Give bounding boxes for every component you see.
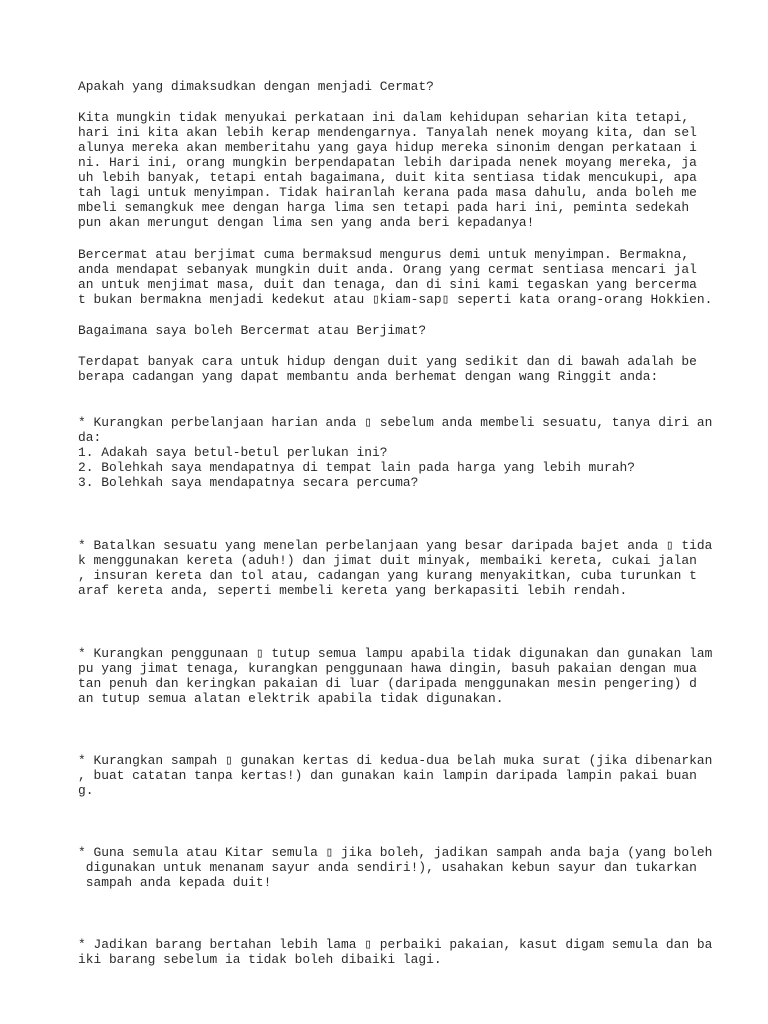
- tip-line: da:: [78, 430, 102, 445]
- tip-line: 2. Bolehkah saya mendapatnya di tempat lain pada harga yang lebih murah?: [78, 460, 635, 475]
- tip-line: * Kurangkan sampah ▯ gunakan kertas di kedua-dua belah muka surat (jika dibenarkan: [78, 753, 713, 768]
- tip-line: digunakan untuk menanam sayur anda sendiri!), usahakan kebun sayur dan tukarkan: [78, 860, 697, 875]
- tip-line: an tutup semua alatan elektrik apabila tidak digunakan.: [78, 691, 504, 706]
- section-heading: Bagaimana saya boleh Bercermat atau Berjimat?: [78, 323, 427, 338]
- tip-line: g.: [78, 783, 94, 798]
- tip-line: * Batalkan sesuatu yang menelan perbelanjaan yang besar daripada bajet anda ▯ tida: [78, 538, 713, 553]
- paragraph-line: alunya mereka akan memberitahu yang gaya hidup mereka sinonim dengan perkataan i: [78, 140, 697, 155]
- tip-line: araf kereta anda, seperti membeli kereta yang berkapasiti lebih rendah.: [78, 583, 628, 598]
- tip-line: iki barang sebelum ia tidak boleh dibaiki lagi.: [78, 952, 442, 967]
- paragraph-line: an untuk menjimat masa, duit dan tenaga, dan di sini kami tegaskan yang bercerma: [78, 277, 697, 292]
- tip-line: , insuran kereta dan tol atau, cadangan yang kurang menyakitkan, cuba turunkan t: [78, 568, 697, 583]
- tip-line: * Jadikan barang bertahan lebih lama ▯ perbaiki pakaian, kasut digam semula dan ba: [78, 937, 713, 952]
- paragraph-line: Terdapat banyak cara untuk hidup dengan duit yang sedikit dan di bawah adalah be: [78, 354, 697, 369]
- tip-line: 3. Bolehkah saya mendapatnya secara percuma?: [78, 475, 419, 490]
- paragraph-line: berapa cadangan yang dapat membantu anda berhemat dengan wang Ringgit anda:: [78, 369, 659, 384]
- paragraph-line: uh lebih banyak, tetapi entah bagaimana, duit kita sentiasa tidak mencukupi, apa: [78, 170, 697, 185]
- paragraph-line: anda mendapat sebanyak mungkin duit anda. Orang yang cermat sentiasa mencari jal: [78, 262, 697, 277]
- tip-line: * Kurangkan perbelanjaan harian anda ▯ sebelum anda membeli sesuatu, tanya diri an: [78, 415, 713, 430]
- paragraph-line: mbeli semangkuk mee dengan harga lima sen tetapi pada hari ini, peminta sedekah: [78, 200, 690, 215]
- tip-line: * Guna semula atau Kitar semula ▯ jika boleh, jadikan sampah anda baja (yang boleh: [78, 845, 713, 860]
- tip-line: pu yang jimat tenaga, kurangkan penggunaan hawa dingin, basuh pakaian dengan mua: [78, 661, 697, 676]
- tip-line: tan penuh dan keringkan pakaian di luar (daripada menggunakan mesin pengering) d: [78, 676, 697, 691]
- paragraph-line: ni. Hari ini, orang mungkin berpendapatan lebih daripada nenek moyang mereka, ja: [78, 155, 697, 170]
- tip-line: k menggunakan kereta (aduh!) dan jimat duit minyak, membaiki kereta, cukai jalan: [78, 553, 697, 568]
- paragraph-line: Kita mungkin tidak menyukai perkataan ini dalam kehidupan seharian kita tetapi,: [78, 110, 690, 125]
- tip-line: 1. Adakah saya betul-betul perlukan ini?: [78, 445, 388, 460]
- paragraph-line: Bercermat atau berjimat cuma bermaksud mengurus demi untuk menyimpan. Bermakna,: [78, 247, 690, 262]
- tip-line: , buat catatan tanpa kertas!) dan gunakan kain lampin daripada lampin pakai buan: [78, 768, 697, 783]
- paragraph-line: t bukan bermakna menjadi kedekut atau ▯kiam-sap▯ seperti kata orang-orang Hokkien.: [78, 292, 713, 307]
- paragraph-line: hari ini kita akan lebih kerap mendengarnya. Tanyalah nenek moyang kita, dan sel: [78, 125, 697, 140]
- paragraph-line: tah lagi untuk menyimpan. Tidak hairanlah kerana pada masa dahulu, anda boleh me: [78, 185, 697, 200]
- tip-line: sampah anda kepada duit!: [78, 875, 272, 890]
- document-heading: Apakah yang dimaksudkan dengan menjadi Cermat?: [78, 79, 434, 94]
- tip-line: * Kurangkan penggunaan ▯ tutup semua lampu apabila tidak digunakan dan gunakan lam: [78, 646, 713, 661]
- paragraph-line: pun akan merungut dengan lima sen yang anda beri kepadanya!: [78, 215, 535, 230]
